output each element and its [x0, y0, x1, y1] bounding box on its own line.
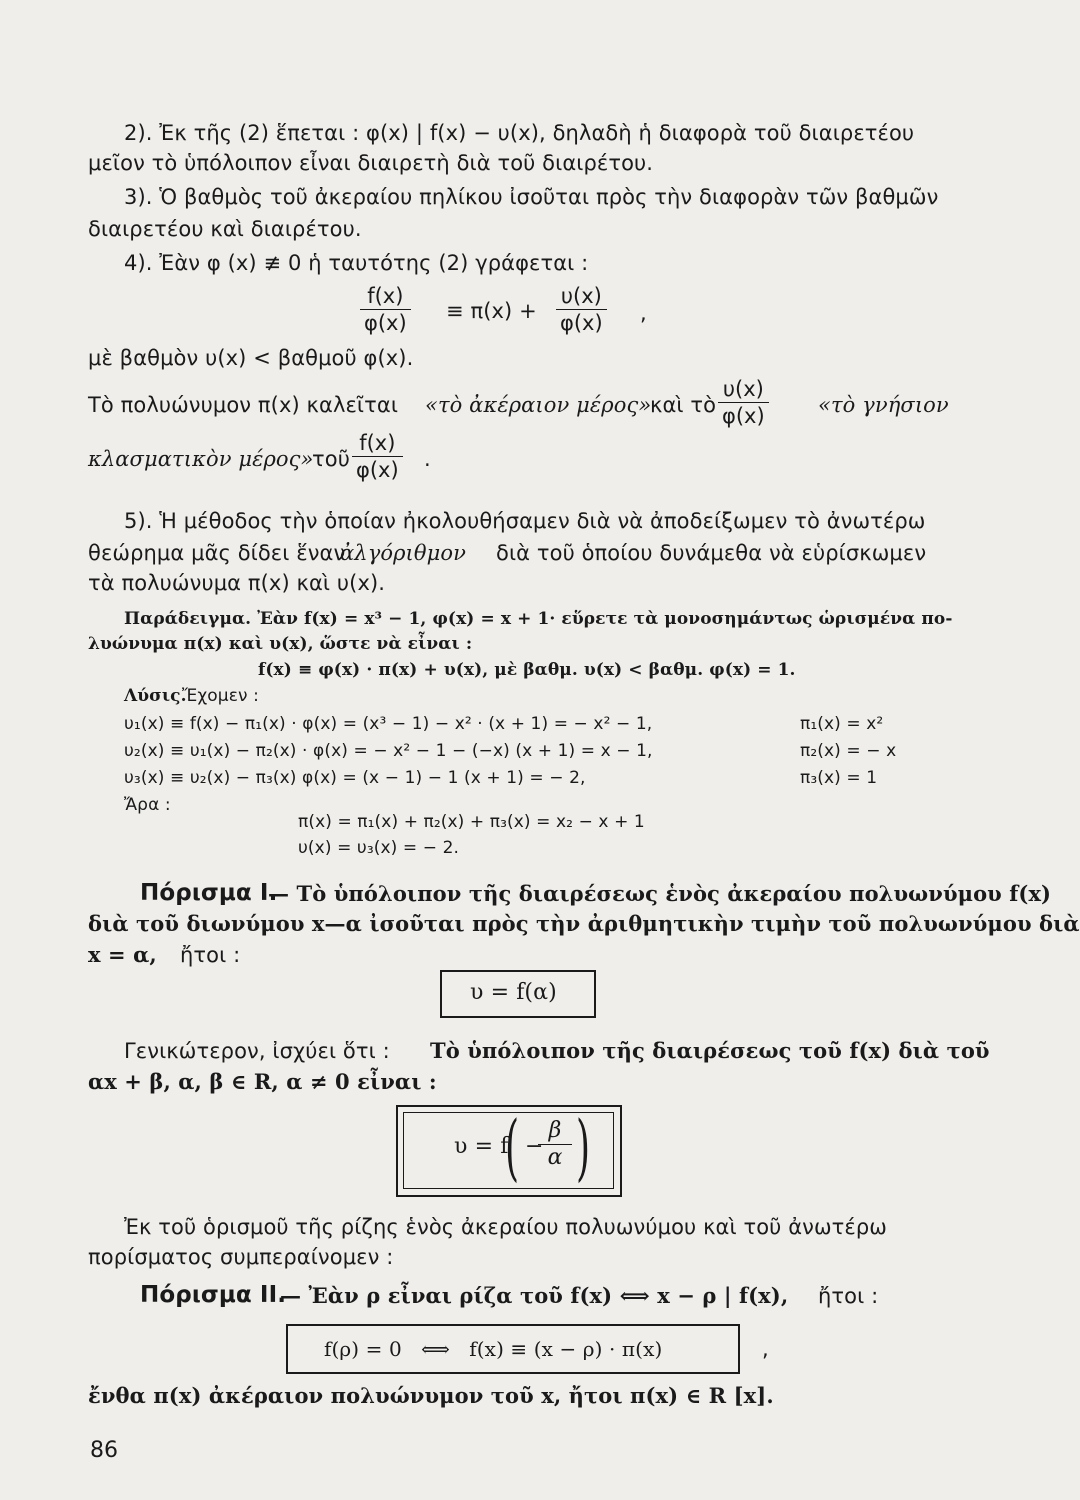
text-line: Ἐκ τοῦ ὁρισμοῦ τῆς ρίζης ἑνὸς ἀκεραίου πολυωνύμου καὶ τοῦ ἀνωτέρω	[124, 1215, 887, 1239]
step-line: υ₃(x) ≡ υ₂(x) − π₃(x) φ(x) = (x − 1) − 1 (x + 1) = − 2,	[124, 768, 586, 788]
example-line: Παράδειγμα. Ἐὰν f(x) = x³ − 1, φ(x) = x + 1· εὕρετε τὰ μονοσημάντως ὡρισμένα πο-	[124, 609, 953, 629]
step-quotient: π₃(x) = 1	[800, 768, 878, 788]
equivalence-box	[286, 1324, 740, 1374]
minus-sign: −	[525, 1134, 544, 1159]
corollary-text: x = α,	[88, 942, 157, 967]
solution-label: Ἔχομεν :	[182, 686, 259, 706]
text-line: ,	[762, 1337, 769, 1361]
text-line: διαιρετέου καὶ διαιρέτου.	[88, 217, 362, 241]
step-quotient: π₁(x) = x²	[800, 714, 884, 734]
text-line: .	[424, 447, 431, 471]
example-line: f(x) ≡ φ(x) · π(x) + υ(x), μὲ βαθμ. υ(x) < βαθμ. φ(x) = 1.	[258, 660, 796, 680]
step-line: υ₁(x) ≡ f(x) − π₁(x) · φ(x) = (x³ − 1) − x² · (x + 1) = − x² − 1,	[124, 714, 653, 734]
corollary-text: — Τὸ ὑπόλοιπον τῆς διαιρέσεως ἑνὸς ἀκεραίου πολυωνύμου f(x)	[268, 881, 1052, 906]
box-formula: υ = f(α)	[470, 980, 557, 1005]
text-line: Ἄρα :	[124, 795, 171, 815]
fraction-beta-over-alpha: β α	[538, 1118, 572, 1171]
right-paren: )	[576, 1105, 591, 1189]
fraction-u-over-phi-2: υ(x) φ(x)	[718, 376, 769, 429]
corollary-heading: Πόρισμα Ι.	[140, 880, 278, 906]
text-line: Γενικώτερον, ἰσχύει ὅτι :	[124, 1039, 390, 1063]
text-line: πορίσματος συμπεραίνομεν :	[88, 1245, 394, 1269]
bold-text: ἔνθα π(x) ἀκέραιον πολυώνυμον τοῦ x, ἤτοι π(x) ∈ R [x].	[88, 1383, 774, 1408]
box-formula: f(ρ) = 0 ⟺ f(x) ≡ (x − ρ) · π(x)	[324, 1337, 663, 1361]
corollary-text: διὰ τοῦ διωνύμου x—α ἰσοῦται πρὸς τὴν ἀριθμητικὴν τιμὴν τοῦ πολυωνύμου διὰ	[88, 911, 1080, 936]
result-box	[440, 970, 596, 1018]
result-line: υ(x) = υ₃(x) = − 2.	[298, 838, 460, 858]
text-line: μεῖον τὸ ὑπόλοιπον εἶναι διαιρετὴ διὰ τοῦ διαιρέτου.	[88, 151, 654, 175]
corollary-text: — Ἐὰν ρ εἶναι ρίζα τοῦ f(x) ⟺ x − ρ | f(x),	[280, 1283, 789, 1308]
text-line: 3). Ὁ βαθμὸς τοῦ ἀκεραίου πηλίκου ἰσοῦται πρὸς τὴν διαφορὰν τῶν βαθμῶν	[124, 185, 939, 209]
fraction-u-over-phi: υ(x) φ(x)	[556, 283, 607, 336]
text-line: 2). Ἐκ τῆς (2) ἕπεται : φ(x) | f(x) − υ(x), δηλαδὴ ἡ διαφορὰ τοῦ διαιρετέου	[124, 121, 915, 145]
italic-term: «τὸ γνήσιον	[818, 393, 949, 417]
step-line: υ₂(x) ≡ υ₁(x) − π₂(x) · φ(x) = − x² − 1 − (−x) (x + 1) = x − 1,	[124, 741, 653, 761]
italic-term: ἀλγόριθμον	[340, 541, 466, 565]
box-formula-left: υ = f	[454, 1134, 509, 1159]
page-number: 86	[90, 1438, 118, 1463]
equation-comma: ,	[640, 301, 647, 325]
text-line: 4). Ἐὰν φ (x) ≢ 0 ἡ ταυτότης (2) γράφεται :	[124, 251, 589, 275]
example-line: λυώνυμα π(x) καὶ υ(x), ὥστε νὰ εἶναι :	[88, 634, 473, 654]
corollary-heading: Πόρισμα ΙΙ.	[140, 1282, 287, 1308]
general-result-box	[396, 1105, 622, 1197]
fraction-f-over-phi-2: f(x) φ(x)	[352, 430, 403, 483]
solution-label: Λύσις.	[124, 686, 187, 706]
step-quotient: π₂(x) = − x	[800, 741, 897, 761]
italic-term: κλασματικὸν μέρος»	[88, 447, 314, 471]
text-line: θεώρημα μᾶς δίδει ἕναν	[88, 541, 346, 565]
text-line: ἤτοι :	[180, 943, 241, 967]
text-line: διὰ τοῦ ὁποίου δυνάμεθα νὰ εὑρίσκωμεν	[496, 541, 927, 565]
italic-term: «τὸ ἀκέραιον μέρος»	[425, 393, 652, 417]
left-paren: (	[505, 1105, 520, 1189]
fraction-f-over-phi: f(x) φ(x)	[360, 283, 411, 336]
text-line: Τὸ πολυώνυμον π(x) καλεῖται	[88, 393, 399, 417]
text-line: τοῦ	[312, 447, 350, 471]
text-line: 5). Ἡ μέθοδος τὴν ὁποίαν ἠκολουθήσαμεν διὰ νὰ ἀποδείξωμεν τὸ ἀνωτέρω	[124, 509, 926, 533]
text-line: καὶ τὸ	[650, 393, 717, 417]
bold-text: Τὸ ὑπόλοιπον τῆς διαιρέσεως τοῦ f(x) διὰ τοῦ	[430, 1038, 990, 1063]
text-line: τὰ πολυώνυμα π(x) καὶ υ(x).	[88, 571, 386, 595]
equation-middle: ≡ π(x) +	[446, 299, 537, 323]
bold-text: αx + β, α, β ∈ R, α ≠ 0 εἶναι :	[88, 1069, 437, 1094]
result-line: π(x) = π₁(x) + π₂(x) + π₃(x) = x₂ − x + 1	[298, 812, 645, 832]
text-line: μὲ βαθμὸν υ(x) < βαθμοῦ φ(x).	[88, 346, 414, 370]
text-line: ἤτοι :	[818, 1284, 879, 1308]
